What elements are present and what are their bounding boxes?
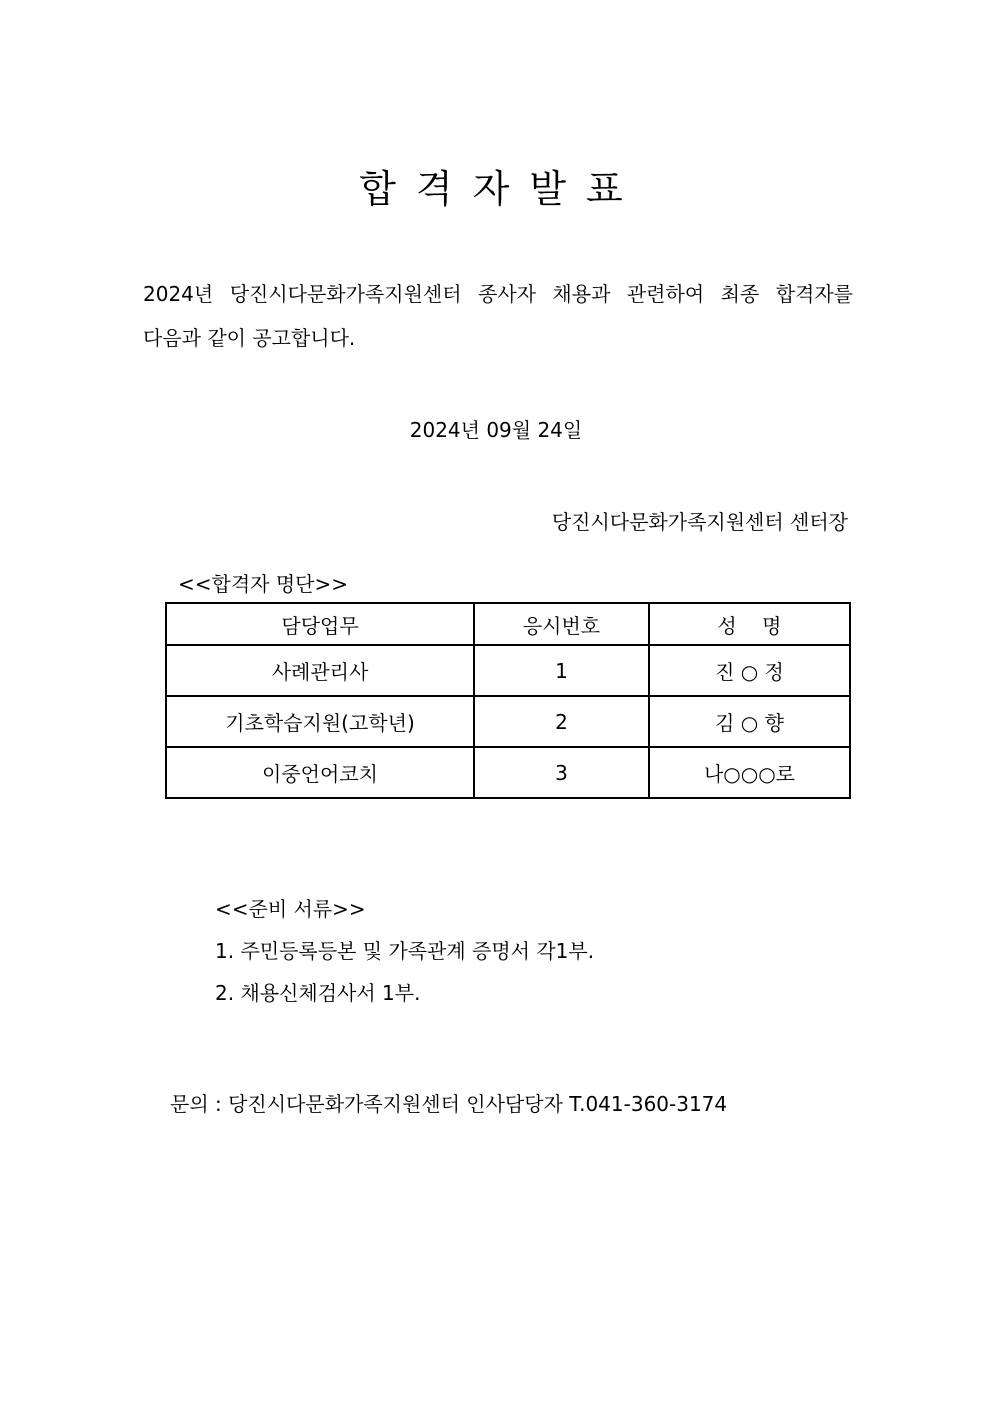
page-title: 합격자발표 [359,167,643,211]
documents-heading: <<준비 서류>> [215,897,366,921]
table-header-row [166,603,850,645]
header-duty: 담당업무 [166,603,474,645]
cell-applicant-number: 3 [474,747,649,798]
contact-info: 문의 : 당진시다문화가족지원센터 인사담당자 T.041-360-3174 [170,1092,728,1116]
table-row [166,645,850,696]
cell-duty: 사례관리사 [166,645,474,696]
cell-applicant-number: 1 [474,645,649,696]
cell-name: 김 ○ 향 [649,696,850,747]
cell-name: 나○○○로 [649,747,850,798]
announcement-date: 2024년 09월 24일 [409,418,583,442]
cell-duty: 이중언어코치 [166,747,474,798]
announcement-intro [143,272,853,360]
passer-table [165,602,851,799]
document-item-1: 1. 주민등록등본 및 가족관계 증명서 각1부. [215,939,595,963]
header-name: 성 명 [649,603,850,645]
table-row [166,747,850,798]
intro-line-1: 2024년 당진시다문화가족지원센터 종사자 채용과 관련하여 최종 합격자를 [143,282,853,306]
required-documents [215,888,594,1014]
document-item-2: 2. 채용신체검사서 1부. [215,981,421,1005]
cell-name: 진 ○ 정 [649,645,850,696]
table-row [166,696,850,747]
cell-applicant-number: 2 [474,696,649,747]
issuer-signature: 당진시다문화가족지원센터 센터장 [551,510,848,534]
passer-list-heading: <<합격자 명단>> [178,572,348,596]
header-applicant-number: 응시번호 [474,603,649,645]
intro-line-2: 다음과 같이 공고합니다. [143,326,356,350]
cell-duty: 기초학습지원(고학년) [166,696,474,747]
